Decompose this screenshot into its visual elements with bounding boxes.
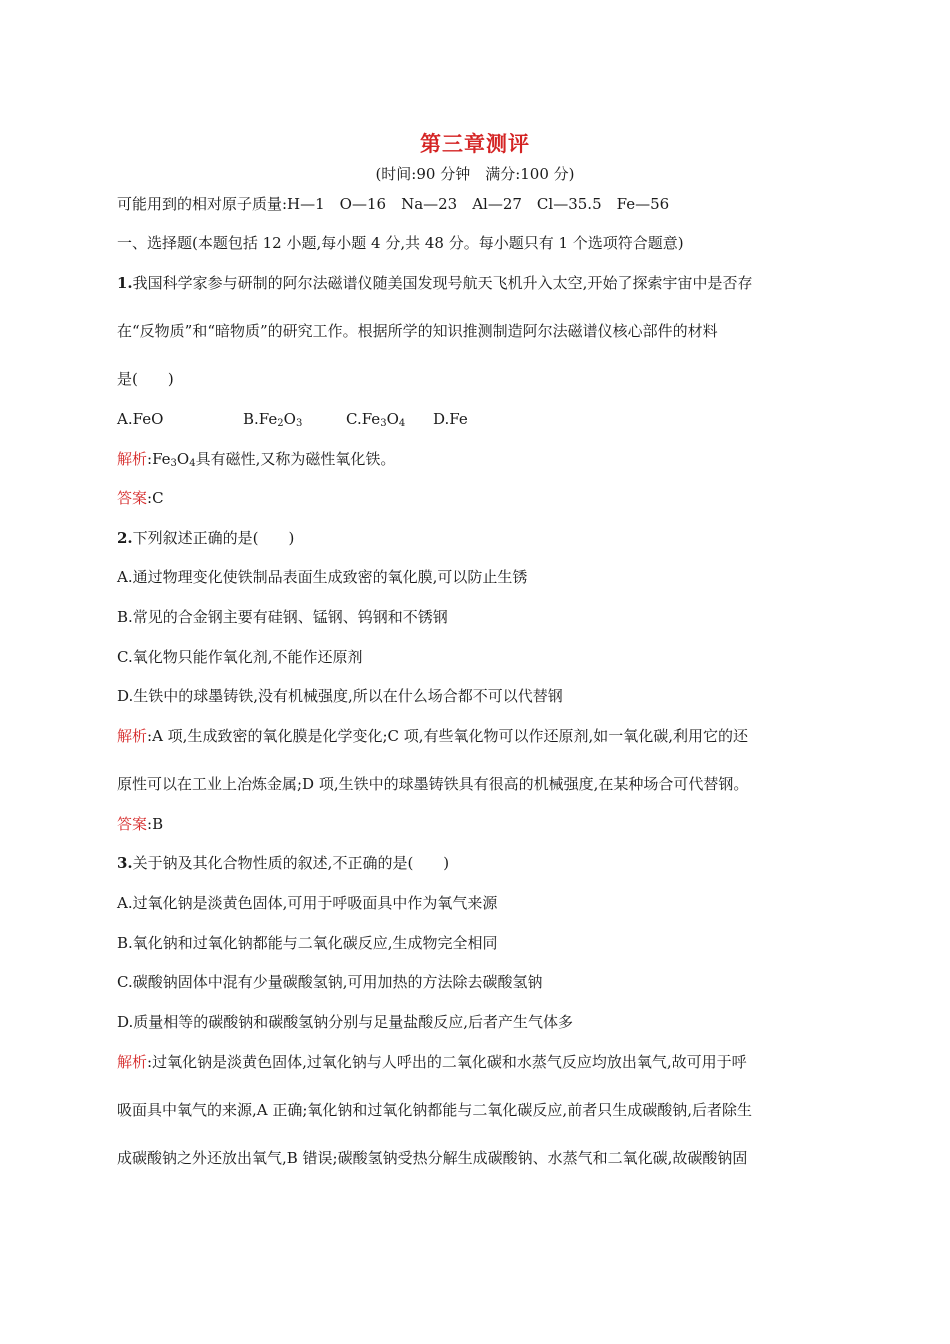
question-2-stem	[117, 528, 840, 548]
question-1-stem-line3: 是( )	[117, 370, 174, 388]
answer-label: 答案	[117, 489, 148, 507]
question-number: 1.	[117, 274, 133, 292]
question-1-analysis: 解析$:Fe_3O_4$具有磁性,又称为磁性氧化铁。	[117, 450, 396, 469]
answer-value: :B	[147, 815, 164, 833]
question-3-analysis-line1: 解析:过氧化钠是淡黄色固体,过氧化钠与人呼出的二氧化碳和水蒸气反应均放出氧气,故可用于呼	[117, 1053, 747, 1071]
question-3-option-a: A.过氧化钠是淡黄色固体,可用于呼吸面具中作为氧气来源	[117, 894, 498, 912]
question-text: 我国科学家参与研制的阿尔法磁谱仪随美国发现号航天飞机升入太空,开始了探索宇宙中是否存	[132, 274, 753, 292]
atomic-mass-line: 可能用到的相对原子质量:H—1 O—16 Na—23 Al—27 Cl—35.5 Fe—56	[117, 195, 670, 213]
question-text: 关于钠及其化合物性质的叙述,不正确的是( )	[132, 854, 450, 872]
answer-value: :C	[147, 489, 164, 507]
option-c: $C.Fe_3O_4$	[346, 410, 406, 429]
question-2-option-d: D.生铁中的球墨铸铁,没有机械强度,所以在什么场合都不可以代替钢	[117, 687, 563, 705]
page-title: 第三章测评	[420, 132, 530, 156]
question-2-option-a: A.通过物理变化使铁制品表面生成致密的氧化膜,可以防止生锈	[117, 568, 528, 586]
question-3-option-b: B.氧化钠和过氧化钠都能与二氧化碳反应,生成物完全相同	[117, 934, 498, 952]
question-1-answer	[117, 488, 840, 508]
section-heading: 一、选择题(本题包括 12 小题,每小题 4 分,共 48 分。每小题只有 1 个选项符合题意)	[117, 234, 684, 252]
question-2-analysis-line2: 原性可以在工业上冶炼金属;D 项,生铁中的球墨铸铁具有很高的机械强度,在某种场合可代替钢。	[117, 775, 749, 793]
question-2-option-b: B.常见的合金钢主要有硅钢、锰钢、钨钢和不锈钢	[117, 608, 448, 626]
question-number: 2.	[117, 529, 133, 547]
analysis-label: 解析	[117, 1053, 148, 1071]
question-3-option-c: C.碳酸钠固体中混有少量碳酸氢钠,可用加热的方法除去碳酸氢钠	[117, 973, 543, 991]
analysis-label: 解析	[117, 450, 148, 468]
answer-label: 答案	[117, 815, 148, 833]
question-text: 下列叙述正确的是( )	[132, 529, 295, 547]
exam-info: (时间:90 分钟 满分:100 分)	[375, 165, 575, 183]
option-b: $B.Fe_2O_3$	[243, 410, 303, 429]
analysis-label: 解析	[117, 727, 148, 745]
question-3-analysis-line2: 吸面具中氧气的来源,A 正确;氧化钠和过氧化钠都能与二氧化碳反应,前者只生成碳酸钠,后者除生	[117, 1101, 752, 1119]
question-2-analysis-line1: 解析:A 项,生成致密的氧化膜是化学变化;C 项,有些氧化物可以作还原剂,如一氧化碳,利用它的还	[117, 727, 749, 745]
question-2-option-c: C.氧化物只能作氧化剂,不能作还原剂	[117, 648, 363, 666]
question-2-answer	[117, 814, 840, 834]
question-3-analysis-line3: 成碳酸钠之外还放出氧气,B 错误;碳酸氢钠受热分解生成碳酸钠、水蒸气和二氧化碳,故碳酸钠固	[117, 1149, 748, 1167]
question-3-stem	[117, 853, 840, 873]
option-d: D.Fe	[433, 410, 468, 428]
question-3-option-d: D.质量相等的碳酸钠和碳酸氢钠分别与足量盐酸反应,后者产生气体多	[117, 1013, 574, 1031]
question-1-stem-line1	[117, 273, 840, 293]
question-number: 3.	[117, 854, 133, 872]
question-1-stem-line2: 在“反物质”和“暗物质”的研究工作。根据所学的知识推测制造阿尔法磁谱仪核心部件的材料	[117, 322, 718, 340]
option-a: A.FeO	[117, 410, 164, 428]
